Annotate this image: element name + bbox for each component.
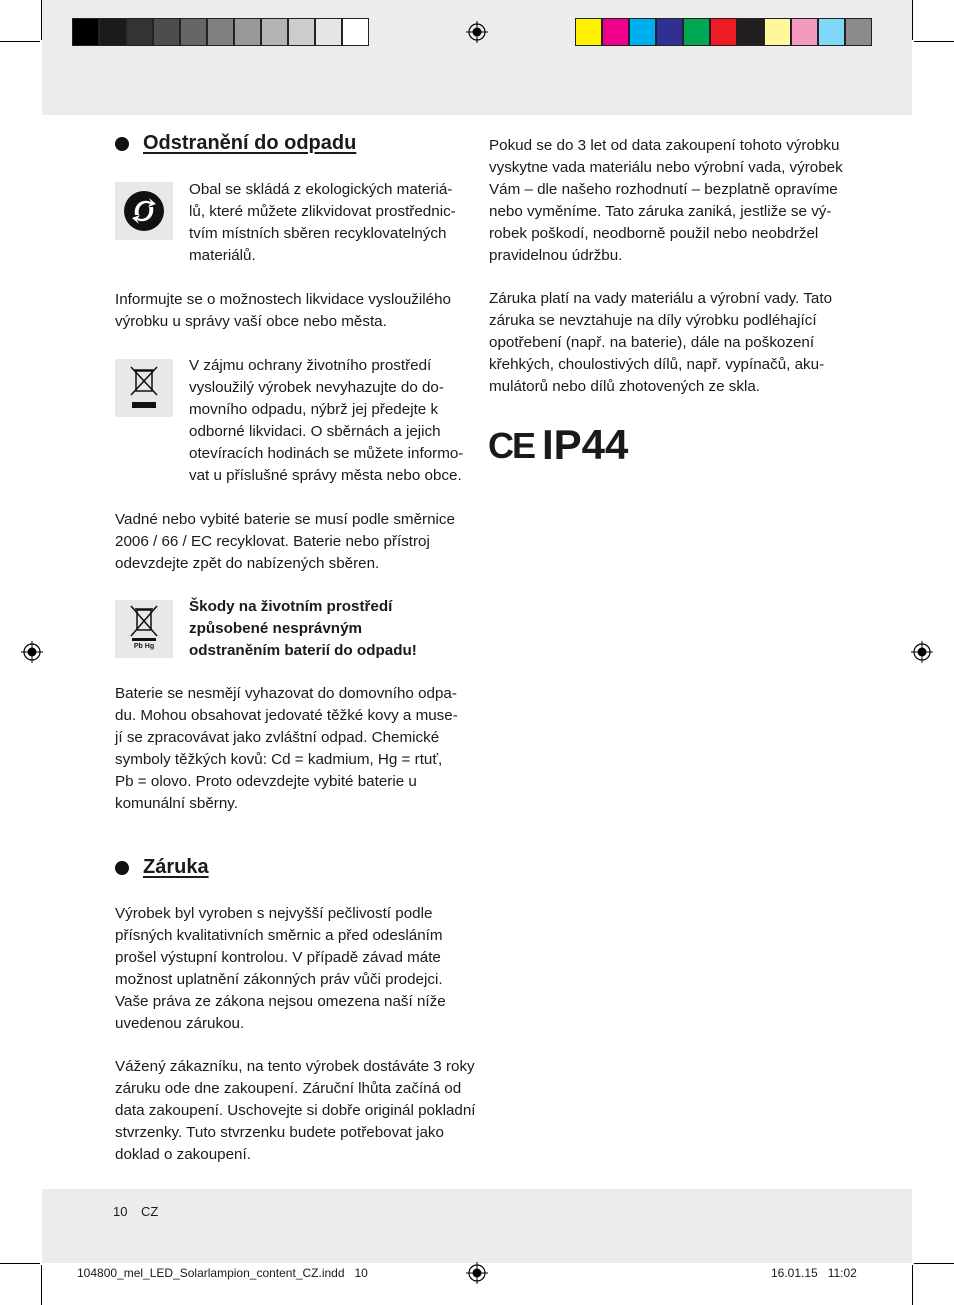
footer-band [42,1189,912,1263]
crop-mark [0,41,40,42]
info-text: Informujte se o možnostech likvidace vysloužilého výrobku u správy vaší obce nebo města. [115,291,451,330]
warranty-para-4: Záruka platí na vady materiálu a výrobní vady. Tato záruka se nevztahuje na díly výrobku podléhající opotřebení (např. na baterie), dále na poškození křehkých, choulostivých dílů, např. vypínačů, aku- mulátorů nebo dílů zhotovených ze skla. [489,290,833,395]
calibration-swatch [180,18,207,46]
warning-text: Škody na životním prostředí způsobené nesprávným odstraněním baterií do odpadu! [189,598,417,659]
heavy-metals-text: Baterie se nesmějí vyhazovat do domovního odpa- du. Mohou obsahovat jedovaté těžké kovy a muse- jí se zpracovávat jako zvláštní odpad. Chemické symboly těžkých kovů: Cd = kadmium, Hg = rtuť, Pb = olovo. Proto odevzdejte vybité baterie u komunální sběrny. [115,685,458,812]
calibration-swatch [315,18,342,46]
registration-mark-icon [466,1262,488,1284]
calibration-swatch [153,18,180,46]
crop-mark [912,1265,913,1305]
crop-mark [914,41,954,42]
bullet-icon [115,137,129,151]
calibration-swatch [72,18,99,46]
calibration-swatch [710,18,737,46]
language-code: CZ [141,1204,159,1219]
calibration-swatch [791,18,818,46]
battery-bin-icon [115,600,173,658]
calibration-swatch [575,18,602,46]
timestamp: 16.01.15 11:02 [771,1266,857,1280]
calibration-swatch [261,18,288,46]
calibration-swatch [342,18,369,46]
calibration-swatch [737,18,764,46]
ce-mark: CE [488,425,535,466]
file-name: 104800_mel_LED_Solarlampion_content_CZ.indd 10 [77,1266,368,1280]
calibration-swatch [764,18,791,46]
warranty-heading-text: Záruka [143,856,209,878]
recycle-text: Obal se skládá z ekologických materiá- lů, které můžete zlikvidovat prostřednic- tvím místních sběren recyklovatelných materiálů. [189,181,456,264]
calibration-swatch [818,18,845,46]
warranty-para-3: Pokud se do 3 let od data zakoupení tohoto výrobku vyskytne vada materiálu nebo výrobní vada, výrobek Vám – dle našeho rozhodnutí – bezplatně opravíme nebo vyměníme. Tato záruka zaniká, jestliže se vý- robek poškodí, neodborně použil nebo neobdržel pravidelnou údržbu. [489,137,843,264]
ip-rating: IP44 [542,421,629,468]
calibration-swatch [234,18,261,46]
calibration-swatch [629,18,656,46]
crop-mark [41,1265,42,1305]
crop-mark [914,1263,954,1264]
crop-mark [912,0,913,40]
warranty-para-2: Vážený zákazníku, na tento výrobek dostáváte 3 roky záruku ode dne zakoupení. Záruční lhůta začíná od data zakoupení. Uschovejte si dobře originál pokladní stvrzenky. Tuto stvrzenku budete potřebovat jako doklad o zakoupení. [115,1058,476,1163]
page-number: 10 [113,1204,128,1219]
registration-mark-icon [21,641,43,663]
calibration-swatch [99,18,126,46]
disposal-heading [115,132,356,155]
calibration-swatch [207,18,234,46]
disposal-heading-text: Odstranění do odpadu [143,132,357,154]
calibration-swatch [126,18,153,46]
battery-icon-label: Pb Hg [133,643,155,650]
warranty-para-1: Výrobek byl vyroben s nejvyšší pečlivostí podle přísných kvalitativních směrnic a před odesláním prošel výstupní kontrolou. V případě závad máte možnost uplatnění zákonných práv vůči prodejci. Vaše práva ze zákona nejsou omezena naší níže uvedenou zárukou. [115,905,446,1032]
bullet-icon [115,861,129,875]
calibration-swatch [288,18,315,46]
calibration-swatch [683,18,710,46]
recycle-icon [115,182,173,240]
calibration-swatch [602,18,629,46]
registration-mark-icon [466,21,488,43]
calibration-swatch [845,18,872,46]
calibration-swatch [656,18,683,46]
battery-text: Vadné nebo vybité baterie se musí podle směrnice 2006 / 66 / EC recyklovat. Baterie nebo přístroj odevzdejte zpět do nabízených sběren. [115,511,455,572]
crossed-bin-icon [115,359,173,417]
crop-mark [0,1263,40,1264]
warranty-heading [115,856,209,879]
weee-text: V zájmu ochrany životního prostředí vysloužilý výrobek nevyhazujte do do- movního odpadu, nýbrž jej předejte k odborné likvidaci. O sběrnách a jejich otevíracích hodinách se můžete informo- vat u příslušné správy města nebo obce. [189,357,464,484]
registration-mark-icon [911,641,933,663]
crop-mark [41,0,42,40]
